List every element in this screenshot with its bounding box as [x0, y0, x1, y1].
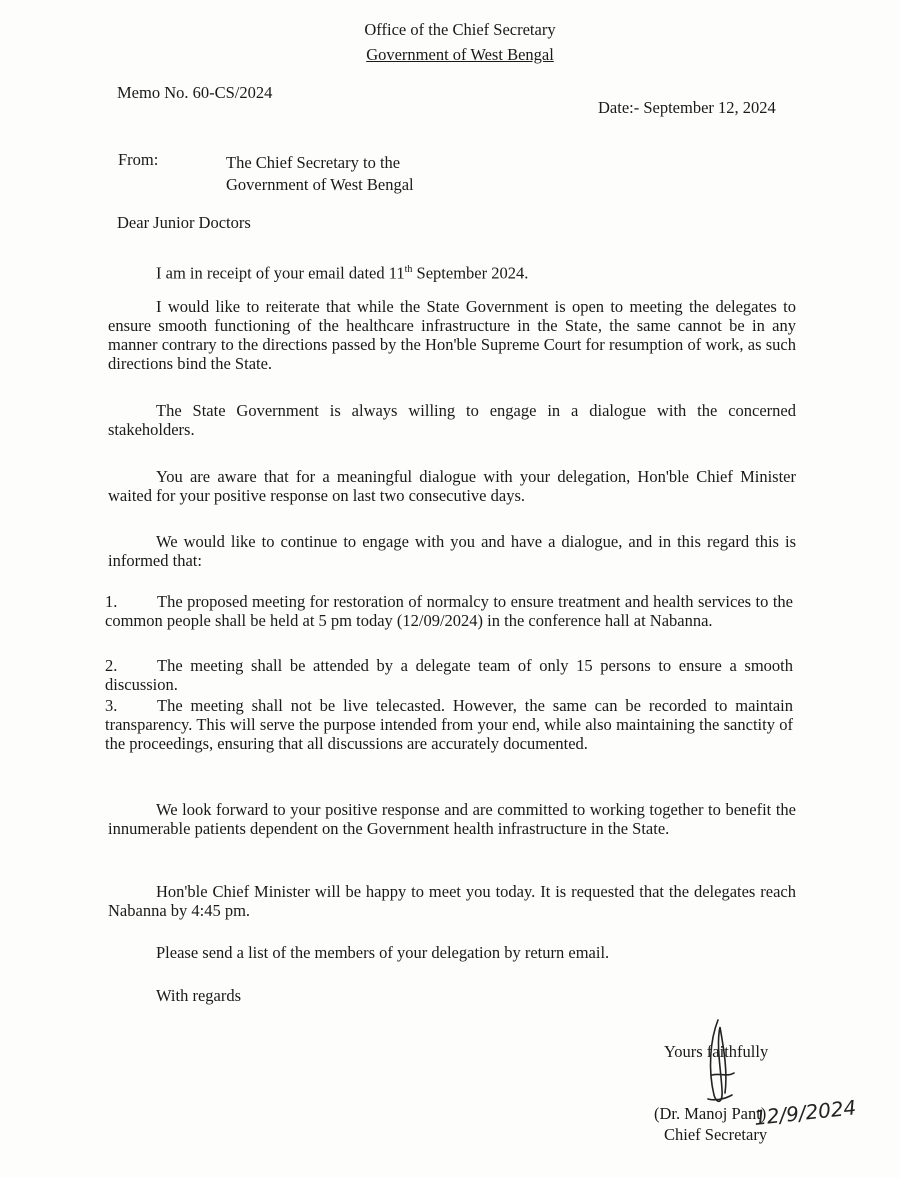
paragraph-reiterate-text: I would like to reiterate that while the State Government is open to meeting the delegates to ensure smooth functioning of the healthcare infrastructure in the State, the same cannot be in any manner contrary to the directions passed by the Hon'ble Supreme Court for resumption of work, as such directions bind the State.	[108, 297, 796, 373]
paragraph-meet-text: Hon'ble Chief Minister will be happy to meet you today. It is requested that the delegates reach Nabanna by 4:45 pm.	[108, 882, 796, 920]
list-number: 3.	[105, 696, 118, 715]
from-line-2: Government of West Bengal	[226, 175, 414, 194]
handwritten-date-text: 12/9/2024	[752, 1095, 858, 1130]
paragraph-regards-text: With regards	[156, 986, 242, 1005]
salutation: Dear Junior Doctors	[117, 213, 251, 232]
receipt-sup: th	[404, 264, 413, 275]
closing-yours: Yours faithfully	[664, 1042, 769, 1061]
memo-number: Memo No. 60-CS/2024	[117, 83, 273, 102]
list-item-3	[105, 696, 793, 753]
signatory-title: Chief Secretary	[664, 1125, 768, 1144]
signatory-name: (Dr. Manoj Pant)	[654, 1104, 767, 1123]
list-item-2	[105, 656, 793, 694]
list-text: The proposed meeting for restoration of normalcy to ensure treatment and health services to the common people shall be held at 5 pm today (12/09/2024) in the conference hall at Nabanna.	[105, 592, 793, 630]
paragraph-receipt	[108, 260, 796, 283]
paragraph-meet	[108, 882, 796, 920]
paragraph-continue	[108, 532, 796, 570]
receipt-text-b: September 2024.	[412, 263, 529, 283]
list-text: The meeting shall not be live telecasted. However, the same can be recorded to maintain transparency. This will serve the purpose intended from your end, while also maintaining the sanctity of the proceedings, ensuring that all discussions are accurately documented.	[105, 696, 793, 753]
paragraph-regards	[108, 986, 796, 1005]
signature-mark	[690, 1015, 750, 1110]
paragraph-send-list	[108, 943, 796, 962]
paragraph-reiterate	[108, 297, 796, 373]
list-number: 1.	[105, 592, 118, 611]
paragraph-dialogue-text: The State Government is always willing to engage in a dialogue with the concerned stakeholders.	[108, 401, 796, 439]
receipt-text-a: I am in receipt of your email dated 11	[156, 263, 405, 283]
list-number: 2.	[105, 656, 118, 675]
paragraph-look-forward	[108, 800, 796, 838]
list-item-1	[105, 592, 793, 630]
paragraph-aware-text: You are aware that for a meaningful dialogue with your delegation, Hon'ble Chief Minister waited for your positive response on last two consecutive days.	[108, 467, 796, 505]
government-title: Government of West Bengal	[366, 45, 554, 64]
office-title: Office of the Chief Secretary	[364, 20, 556, 39]
from-line-1: The Chief Secretary to the	[226, 153, 401, 172]
paragraph-aware	[108, 467, 796, 505]
paragraph-dialogue	[108, 401, 796, 439]
paragraph-look-forward-text: We look forward to your positive response and are committed to working together to benefit the innumerable patients dependent on the Government health infrastructure in the State.	[108, 800, 796, 838]
list-text: The meeting shall be attended by a delegate team of only 15 persons to ensure a smooth discussion.	[105, 656, 793, 694]
from-label: From:	[118, 150, 159, 169]
paragraph-continue-text: We would like to continue to engage with you and have a dialogue, and in this regard this is informed that:	[108, 532, 796, 570]
letter-date: Date:- September 12, 2024	[598, 98, 776, 117]
paragraph-send-list-text: Please send a list of the members of your delegation by return email.	[156, 943, 610, 962]
